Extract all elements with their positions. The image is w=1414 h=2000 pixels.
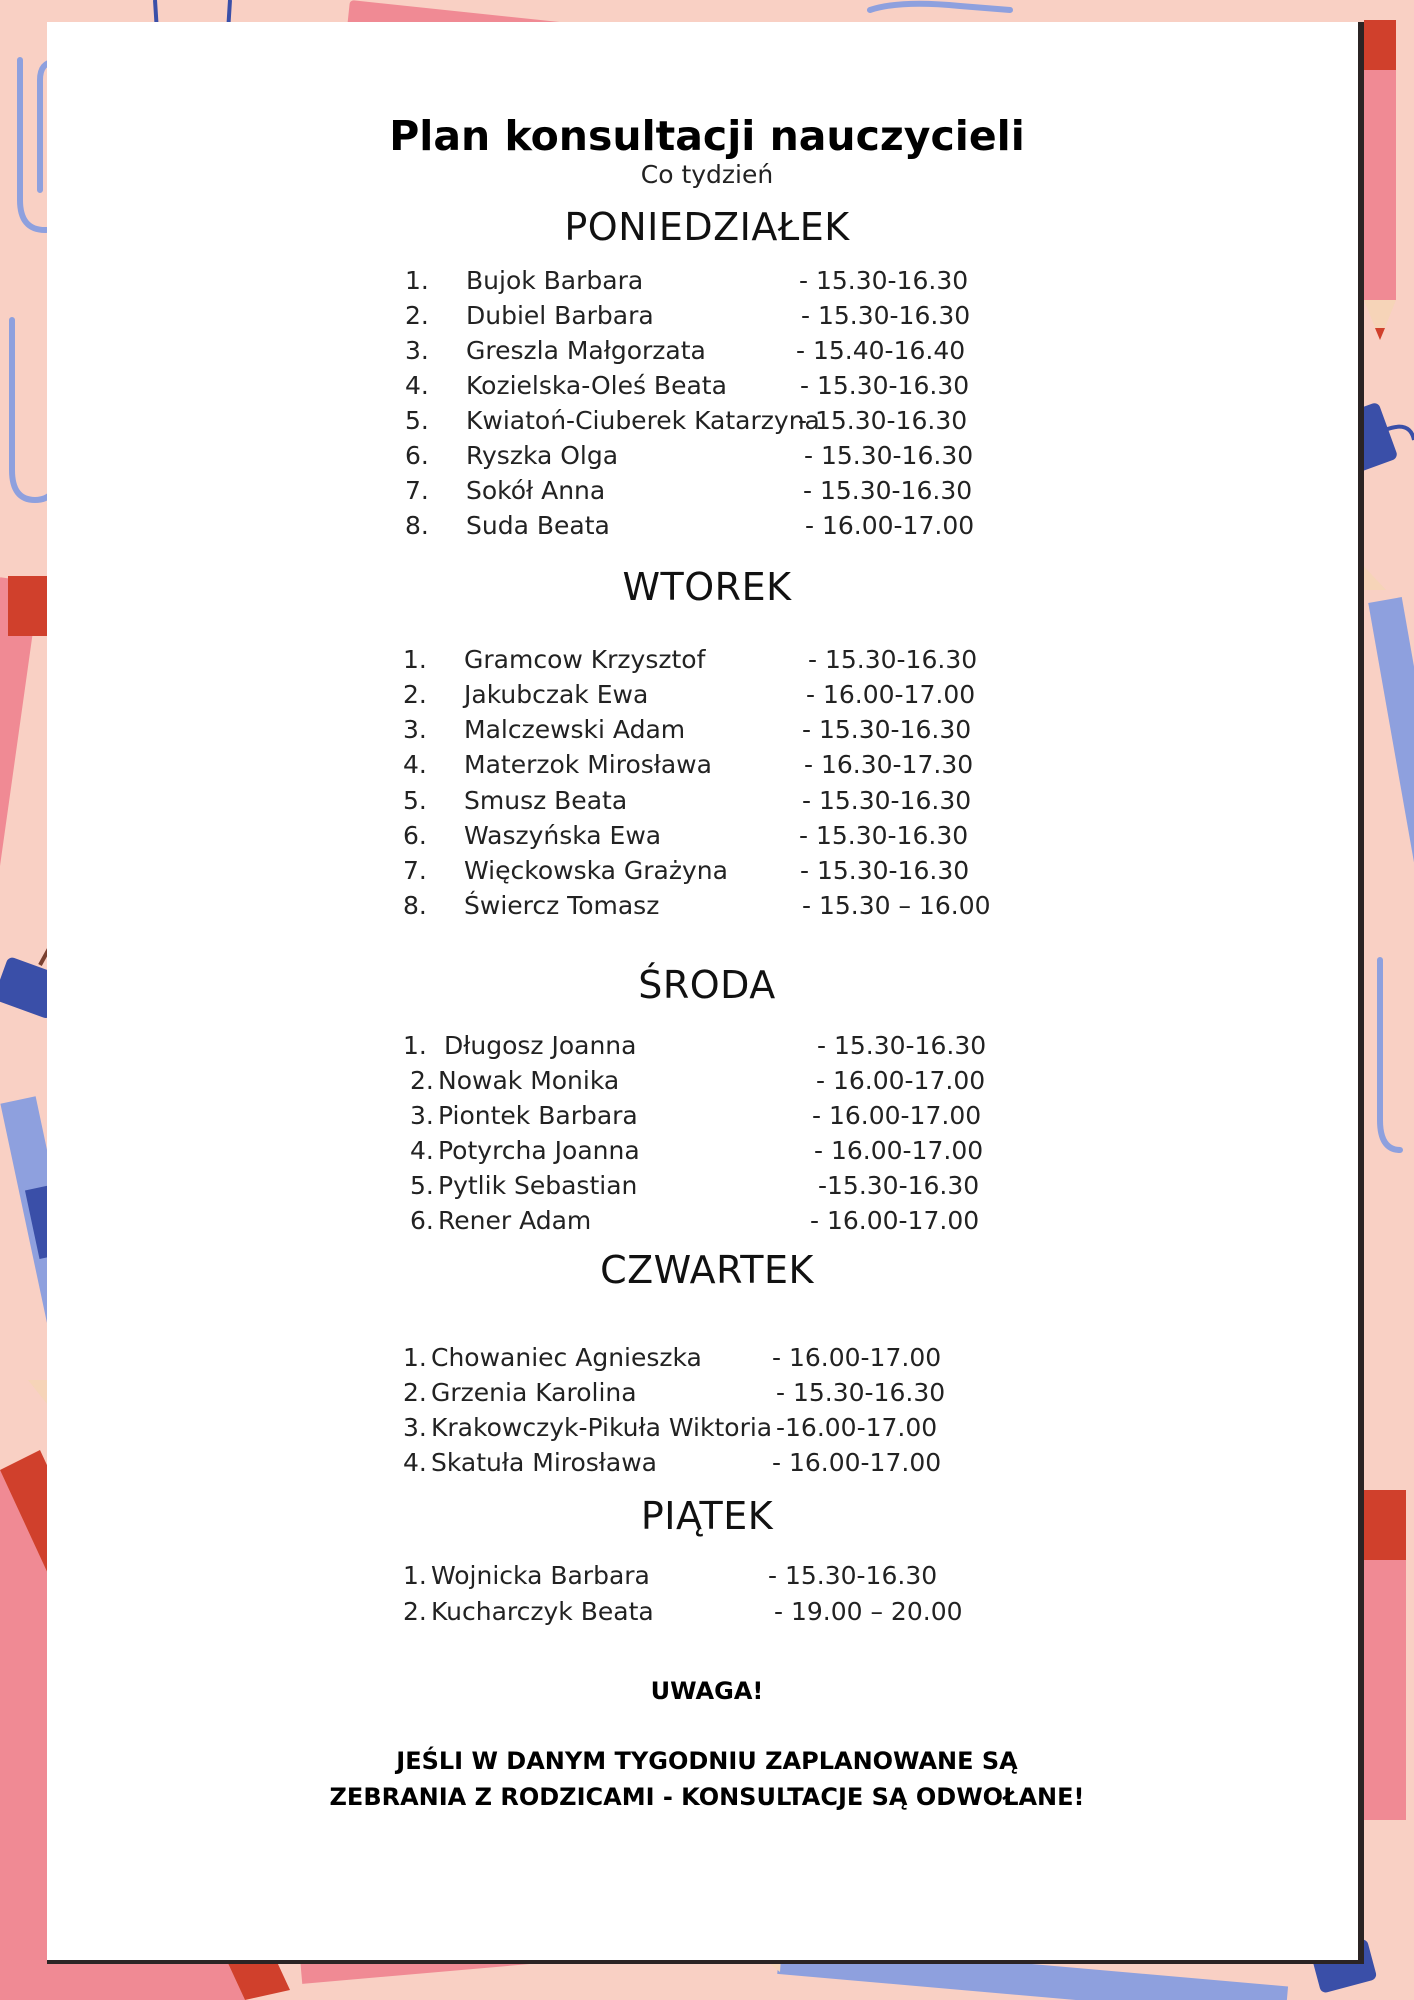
teacher-name: Greszla Małgorzata [466, 336, 706, 365]
teacher-name: Kwiatoń-Ciuberek Katarzyna [466, 406, 820, 435]
item-number: 1. [403, 1031, 427, 1060]
item-number: 4. [410, 1136, 434, 1165]
notice-heading: UWAGA! [650, 1677, 764, 1705]
notice-line-2: ZEBRANIA Z RODZICAMI - KONSULTACJE SĄ ODWOŁANE! [329, 1783, 1085, 1811]
teacher-name: Kozielska-Oleś Beata [466, 371, 727, 400]
teacher-name: Więckowska Grażyna [464, 856, 728, 885]
consultation-time: - 15.30-16.30 [768, 1561, 938, 1590]
consultation-time: - 15.30 – 16.00 [802, 891, 991, 920]
consultation-time: - 15.30-16.30 [817, 1031, 987, 1060]
teacher-name: Potyrcha Joanna [438, 1136, 640, 1165]
consultation-time: - 15.30-16.30 [800, 856, 970, 885]
item-number: 1. [405, 266, 429, 295]
consultation-time: - 15.30-16.30 [808, 645, 978, 674]
teacher-name: Chowaniec Agnieszka [431, 1343, 702, 1372]
teacher-name: Jakubczak Ewa [464, 680, 649, 709]
consultation-time: - 16.00-17.00 [816, 1066, 986, 1095]
teacher-name: Długosz Joanna [444, 1031, 637, 1060]
consultation-time: - 15.30-16.30 [802, 786, 972, 815]
consultation-time: - 15.30-16.30 [803, 476, 973, 505]
item-number: 6. [410, 1206, 434, 1235]
item-number: 8. [405, 511, 429, 540]
teacher-name: Skatuła Mirosława [431, 1448, 658, 1477]
item-number: 6. [403, 821, 427, 850]
teacher-name: Materzok Mirosława [464, 750, 712, 779]
consultation-time: - 15.30-16.30 [801, 301, 971, 330]
consultation-time: -15.30-16.30 [818, 1171, 980, 1200]
item-number: 1. [403, 1343, 427, 1372]
consultation-time: - 16.00-17.00 [812, 1101, 982, 1130]
consultation-time: - 15.30-16.30 [776, 1378, 946, 1407]
item-number: 3. [410, 1101, 434, 1130]
item-number: 3. [403, 715, 427, 744]
teacher-name: Nowak Monika [438, 1066, 620, 1095]
day-heading-tuesday: WTOREK [622, 565, 792, 609]
teacher-name: Grzenia Karolina [431, 1378, 637, 1407]
day-heading-wednesday: ŚRODA [638, 963, 776, 1007]
item-number: 3. [403, 1413, 427, 1442]
teacher-name: Sokół Anna [466, 476, 606, 505]
consultation-time: - 16.00-17.00 [805, 511, 975, 540]
item-number: 1. [403, 645, 427, 674]
item-number: 4. [403, 1448, 427, 1477]
consultation-time: - 15.30-16.30 [804, 441, 974, 470]
consultation-time: - 15.30-16.30 [798, 406, 968, 435]
consultation-time: - 15.30-16.30 [799, 821, 969, 850]
consultation-time: - 16.00-17.00 [772, 1343, 942, 1372]
item-number: 2. [410, 1066, 434, 1095]
consultation-time: - 15.30-16.30 [802, 715, 972, 744]
consultation-time: - 16.30-17.30 [804, 750, 974, 779]
consultation-time: - 16.00-17.00 [810, 1206, 980, 1235]
consultation-time: - 16.00-17.00 [772, 1448, 942, 1477]
teacher-name: Gramcow Krzysztof [464, 645, 706, 674]
teacher-name: Wojnicka Barbara [431, 1561, 650, 1590]
teacher-name: Suda Beata [466, 511, 610, 540]
item-number: 4. [405, 371, 429, 400]
consultation-time: -16.00-17.00 [776, 1413, 938, 1442]
day-heading-friday: PIĄTEK [640, 1494, 774, 1538]
teacher-name: Kucharczyk Beata [431, 1597, 654, 1626]
item-number: 7. [403, 856, 427, 885]
item-number: 7. [405, 476, 429, 505]
teacher-name: Pytlik Sebastian [438, 1171, 638, 1200]
consultation-time: - 15.40-16.40 [796, 336, 966, 365]
item-number: 6. [405, 441, 429, 470]
consultation-time: - 16.00-17.00 [814, 1136, 984, 1165]
teacher-name: Waszyńska Ewa [464, 821, 662, 850]
consultation-time: - 19.00 – 20.00 [774, 1597, 963, 1626]
teacher-name: Ryszka Olga [466, 441, 619, 470]
teacher-name: Rener Adam [438, 1206, 592, 1235]
teacher-name: Krakowczyk-Pikuła Wiktoria [431, 1413, 773, 1442]
item-number: 5. [405, 406, 429, 435]
day-heading-monday: PONIEDZIAŁEK [564, 205, 850, 249]
teacher-name: Dubiel Barbara [466, 301, 654, 330]
teacher-name: Bujok Barbara [466, 266, 644, 295]
item-number: 1. [403, 1561, 427, 1590]
item-number: 2. [403, 680, 427, 709]
teacher-name: Smusz Beata [464, 786, 628, 815]
item-number: 5. [403, 786, 427, 815]
teacher-name: Malczewski Adam [464, 715, 686, 744]
teacher-name: Świercz Tomasz [464, 891, 660, 920]
item-number: 2. [405, 301, 429, 330]
teacher-name: Piontek Barbara [438, 1101, 638, 1130]
item-number: 2. [403, 1597, 427, 1626]
notice-line-1: JEŚLI W DANYM TYGODNIU ZAPLANOWANE SĄ [396, 1747, 1018, 1775]
consultation-time: - 15.30-16.30 [799, 266, 969, 295]
page-subtitle: Co tydzień [640, 160, 774, 189]
item-number: 3. [405, 336, 429, 365]
day-heading-thursday: CZWARTEK [600, 1248, 814, 1292]
item-number: 8. [403, 891, 427, 920]
item-number: 2. [403, 1378, 427, 1407]
item-number: 4. [403, 750, 427, 779]
consultation-time: - 16.00-17.00 [806, 680, 976, 709]
consultation-time: - 15.30-16.30 [800, 371, 970, 400]
page-title: Plan konsultacji nauczycieli [389, 112, 1025, 160]
item-number: 5. [410, 1171, 434, 1200]
